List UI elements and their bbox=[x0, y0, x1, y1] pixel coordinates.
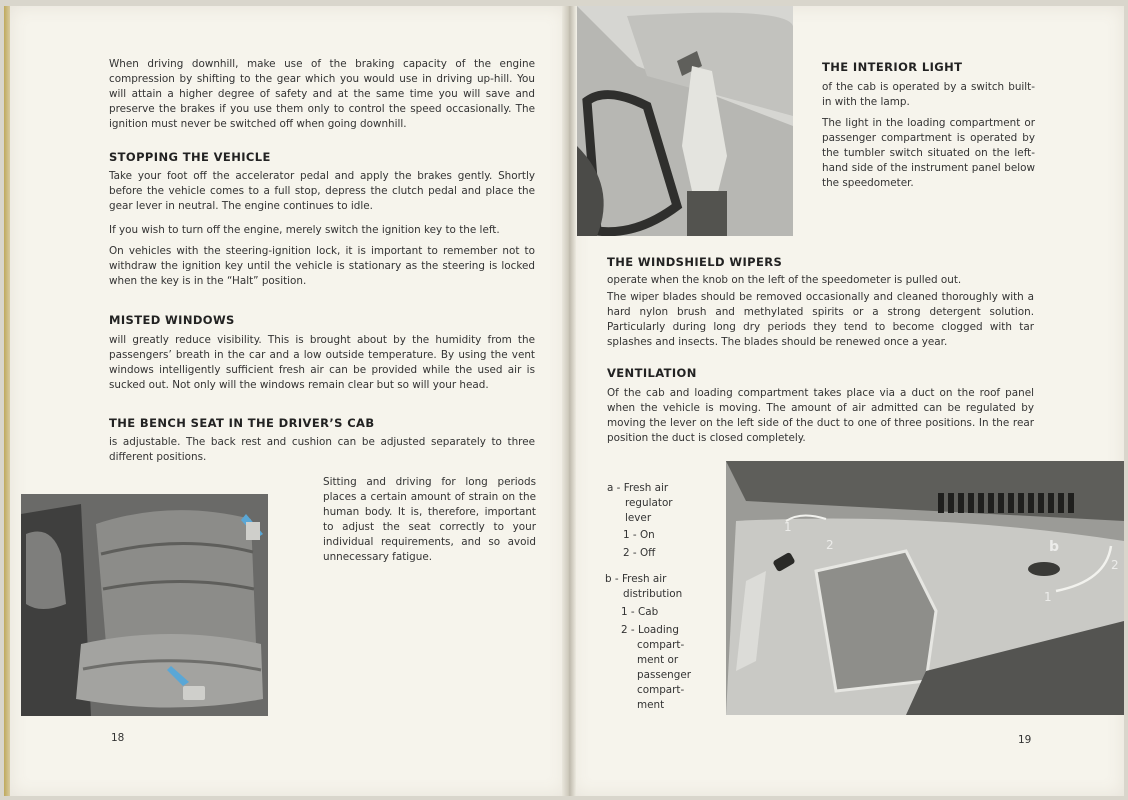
interior-light-heading: THE INTERIOR LIGHT bbox=[822, 60, 963, 74]
wipers-heading: THE WINDSHIELD WIPERS bbox=[607, 255, 783, 269]
ventilation-paragraph: Of the cab and loading compartment takes place via a duct on the roof panel when the vehicle is moving. The amount of air admitted can be regulated by moving the lever on the left side of the duct to one of three positions. In the rear position the duct is closed completely. bbox=[607, 387, 1034, 444]
bench-seat-photo bbox=[21, 494, 268, 716]
wipers-paragraph-2: The wiper blades should be removed occasionally and cleaned thoroughly with a hard nylon brush and methylated spirits or a strong detergent solution. Particularly during long dry periods they tend to become clogged with tar splashes and insects. The blades should be renewed once a year. bbox=[607, 291, 1034, 348]
label-2-right: 2 bbox=[1111, 558, 1119, 572]
stopping-paragraph-2: If you wish to turn off the engine, merely switch the ignition key to the left. bbox=[109, 224, 500, 236]
label-1-left: 1 bbox=[784, 520, 792, 534]
legend-a-2: 2 - Off bbox=[623, 547, 656, 559]
stopping-paragraph-3: On vehicles with the steering-ignition lock, it is important to remember not to withdraw the ignition key until the vehicle is stationary as the steering is locked when the key is in the “Halt” position. bbox=[109, 245, 535, 287]
legend-b-1: 1 - Cab bbox=[621, 606, 659, 618]
legend-a-title-2: regulator bbox=[625, 497, 673, 509]
intro-paragraph: When driving downhill, make use of the braking capacity of the engine compression by shifting to the gear which you would use in driving up-hill. You will attain a higher degree of safety and at the same time you will save and preserve the brakes if you use them only to control the speed occasionally. The ignition must never be switched off when going downhill. bbox=[109, 58, 535, 130]
book-gutter bbox=[562, 6, 576, 796]
ventilation-heading: VENTILATION bbox=[607, 366, 697, 380]
page-number-left: 18 bbox=[111, 732, 125, 744]
label-b: b bbox=[1049, 539, 1060, 555]
label-2-left: 2 bbox=[826, 538, 834, 552]
interior-light-photo bbox=[577, 6, 793, 236]
wipers-paragraph-1: operate when the knob on the left of the speedometer is pulled out. bbox=[607, 274, 962, 286]
misted-heading: MISTED WINDOWS bbox=[109, 313, 235, 327]
legend-b-2-cont-1: compart- bbox=[637, 639, 685, 651]
legend-b-2: 2 - Loading bbox=[621, 624, 679, 636]
bench-paragraph-1: is adjustable. The back rest and cushion can be adjusted separately to three different positions. bbox=[109, 436, 535, 463]
page-number-right: 19 bbox=[1018, 734, 1032, 746]
stopping-paragraph-1: Take your foot off the accelerator pedal and apply the brakes gently. Shortly before the vehicle comes to a full stop, depress the clutch pedal and place the gear lever in neutral. The engine continues to idle. bbox=[109, 170, 535, 212]
interior-light-paragraph-2: The light in the loading compartment or passenger compartment is operated by the tumbler switch situated on the left-hand side of the instrument panel below the speedometer. bbox=[822, 117, 1035, 189]
legend-b-2-cont-4: compart- bbox=[637, 684, 685, 696]
ventilation-photo bbox=[726, 461, 1124, 715]
legend-a-1: 1 - On bbox=[623, 529, 655, 541]
stopping-heading: STOPPING THE VEHICLE bbox=[109, 150, 271, 164]
bench-heading: THE BENCH SEAT IN THE DRIVER’S CAB bbox=[109, 416, 375, 430]
legend-b-title-2: distribution bbox=[623, 588, 683, 600]
interior-light-paragraph-1: of the cab is operated by a switch built-in with the lamp. bbox=[822, 81, 1035, 108]
legend-b-2-cont-2: ment or bbox=[637, 654, 679, 666]
legend-b-2-cont-5: ment bbox=[637, 699, 665, 711]
legend-a-title-3: lever bbox=[625, 512, 652, 524]
legend-b-2-cont-3: passenger bbox=[637, 669, 692, 681]
label-1-right: 1 bbox=[1044, 590, 1052, 604]
bench-paragraph-2: Sitting and driving for long periods places a certain amount of strain on the human body. It is, therefore, important to adjust the seat correctly to your individual requirements, and so avoid unnecessary fatigue. bbox=[323, 476, 536, 563]
misted-paragraph: will greatly reduce visibility. This is brought about by the humidity from the passengers’ breath in the car and a low outside temperature. By using the vent windows intelligently sufficient fresh air can be provided while the used air is sucked out. Not only will the windows remain clear but so will your head. bbox=[109, 334, 535, 391]
legend-b-title: b - Fresh air bbox=[605, 573, 667, 585]
legend-a-title: a - Fresh air bbox=[607, 482, 669, 494]
